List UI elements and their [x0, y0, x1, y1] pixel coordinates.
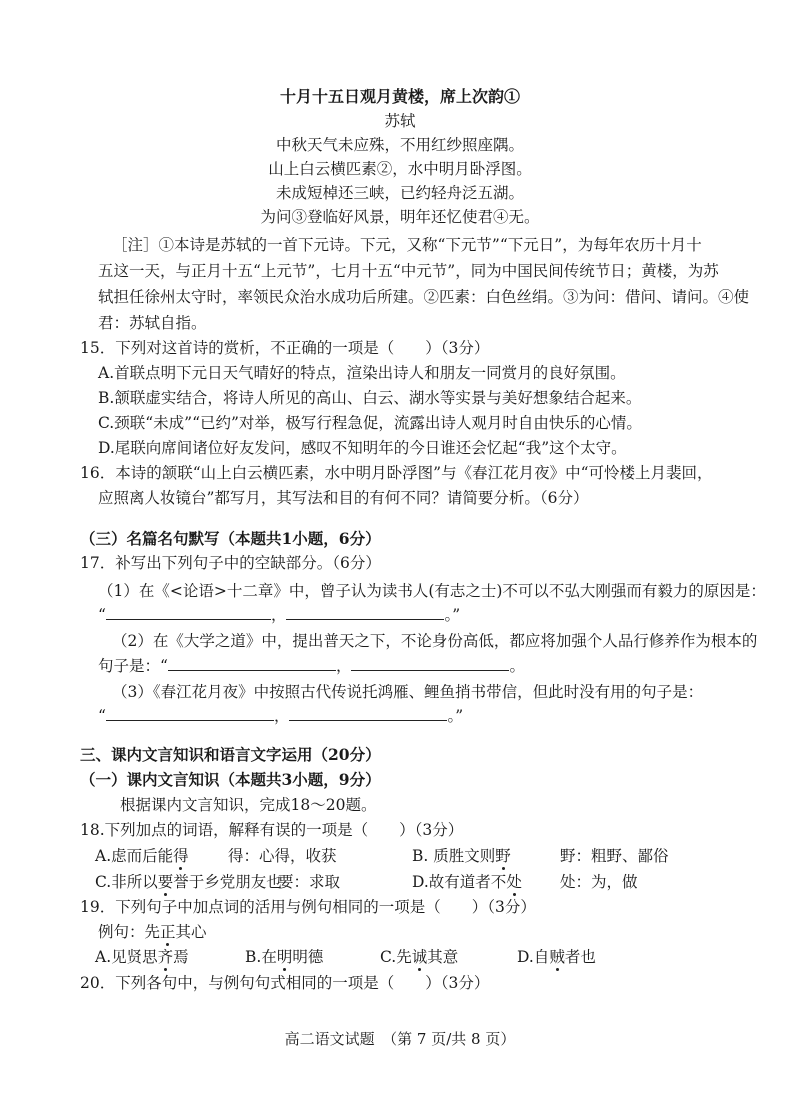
close-quote: 。”	[447, 707, 464, 725]
poem-title: 十月十五日观月黄楼，席上次韵①	[279, 87, 520, 106]
poem-note-line-2: 五这一天，与正月十五“上元节”，七月十五“中元节”，同为中国民间传统节日；黄楼，为苏	[98, 262, 719, 280]
q17-1-blank-2[interactable]	[286, 604, 444, 620]
q15-option-b: B.颔联虚实结合，将诗人所见的高山、白云、湖水等实景与美好想象结合起来。	[98, 389, 642, 407]
q15-option-c: C.颈联“未成”“已约”对举，极写行程急促，流露出诗人观月时自由快乐的心情。	[98, 414, 642, 432]
open-quote: “	[160, 657, 168, 675]
q17-2-blank-1[interactable]	[168, 655, 336, 671]
comma: ，	[273, 707, 290, 725]
q18-option-a: A.虑而后能得	[95, 847, 189, 865]
q17-1-text: （1）在《<论语>十二章》中，曾子认为读书人(有志之士)不可以不弘大刚强而有毅力的原因是：	[98, 582, 766, 600]
q18-option-d: D.故有道者不处	[412, 873, 522, 891]
q17-stem: 17．补写出下列句子中的空缺部分。（6分）	[80, 554, 381, 572]
close-period: 。	[509, 657, 525, 675]
q19-option-c: C.先诚其意	[380, 948, 459, 966]
q17-1-blank-1[interactable]	[106, 604, 271, 620]
close-quote: 。”	[444, 606, 461, 624]
q18-b-explain: 野：粗野、鄙俗	[560, 847, 669, 865]
poem-note-line-1: ［注］①本诗是苏轼的一首下元诗。下元，又称“下元节”“下元日”，为每年农历十月十	[112, 236, 702, 254]
poem-line-3: 未成短棹还三峡，已约轻舟泛五湖。	[275, 184, 524, 202]
q17-2-lead: 句子是：	[98, 657, 161, 675]
part-3-heading: 三、课内文言知识和语言文字运用（20分）	[80, 745, 381, 764]
q17-3-blanks	[98, 705, 463, 727]
q19-option-a: A.见贤思齐焉	[95, 948, 189, 966]
open-quote: “	[98, 606, 106, 624]
q17-3-text: （3）《春江花月夜》中按照古代传说托鸿雁、鲤鱼捎书带信，但此时没有用的句子是：	[112, 683, 704, 701]
open-quote: “	[98, 707, 106, 725]
q17-3-blank-2[interactable]	[289, 705, 447, 721]
q17-1-blanks	[98, 604, 460, 626]
poem-line-2: 山上白云横匹素②，水中明月卧浮图。	[268, 160, 532, 178]
q17-3-blank-1[interactable]	[106, 705, 274, 721]
q16-line-2: 应照离人妆镜台”都写月，其写法和目的有何不同？请简要分析。（6分）	[98, 489, 589, 507]
q19-stem: 19．下列句子中加点词的活用与例句相同的一项是（ ）（3分）	[80, 898, 536, 916]
poem-author: 苏轼	[384, 112, 416, 130]
q15-option-a: A.首联点明下元日天气晴好的特点，渲染出诗人和朋友一同赏月的良好氛围。	[98, 364, 626, 382]
poem-note-line-4: 君：苏轼自指。	[98, 314, 207, 332]
q19-option-d: D.自贼者也	[517, 948, 596, 966]
q20-stem: 20．下列各句中，与例句句式相同的一项是（ ）（3分）	[80, 974, 490, 992]
q19-a-dotted-word: 齐	[157, 948, 174, 966]
q19-d-dotted-word: 贼	[549, 948, 565, 966]
q19-example: 例句：先正其心	[98, 923, 207, 941]
poem-line-4: 为问③登临好风景，明年还忆使君④无。	[260, 208, 540, 226]
section-3-heading: （三）名篇名句默写（本题共1小题，6分）	[80, 529, 381, 548]
q19-option-b: B.在明明德	[245, 948, 324, 966]
q17-2-blanks	[98, 655, 525, 677]
q15-option-d: D.尾联向席间诸位好友发问，感叹不知明年的今日谁还会忆起“我”这个太守。	[98, 439, 627, 457]
part-3-sub-heading: （一）课内文言知识（本题共3小题，9分）	[80, 770, 381, 789]
q18-c-dotted-word: 要	[157, 873, 174, 891]
q17-2-text: （2）在《大学之道》中，提出普天之下，不论身份高低，都应将加强个人品行修养作为根本的	[112, 632, 758, 650]
q19-example-dotted-word: 正	[160, 923, 176, 941]
q18-option-c: C.非所以要誉于乡党朋友也	[95, 873, 282, 891]
q18-d-explain: 处：为，做	[560, 873, 638, 891]
q18-a-explain: 得：心得，收获	[228, 847, 337, 865]
page-footer: 高二语文试题 （第 7 页/共 8 页）	[284, 1030, 516, 1048]
q18-stem: 18.下列加点的词语，解释有误的一项是（ ）（3分）	[80, 821, 464, 839]
comma: ，	[270, 606, 287, 624]
q17-2-blank-2[interactable]	[351, 655, 509, 671]
q15-stem: 15．下列对这首诗的赏析，不正确的一项是（ ）（3分）	[80, 339, 490, 357]
part-3-intro: 根据课内文言知识，完成18～20题。	[120, 796, 377, 814]
q16-line-1: 16．本诗的颔联“山上白云横匹素，水中明月卧浮图”与《春江花月夜》中“可怜楼上月裴回，	[80, 464, 713, 482]
q19-c-dotted-word: 诚	[411, 948, 428, 966]
q18-b-dotted-word: 野	[495, 847, 511, 865]
q18-c-explain: 要：求取	[278, 873, 341, 891]
q18-d-dotted-word: 处	[506, 873, 522, 891]
q18-option-b: B. 质胜文则野	[412, 847, 511, 865]
q19-b-dotted-word: 明	[276, 948, 293, 966]
comma: ，	[335, 657, 352, 675]
q18-a-dotted-word: 得	[173, 847, 189, 865]
poem-line-1: 中秋天气未应殊，不用红纱照座隅。	[275, 136, 524, 154]
poem-note-line-3: 轼担任徐州太守时，率领民众治水成功后所建。②匹素：白色丝绢。③为问：借问、请问。④使	[98, 288, 750, 306]
